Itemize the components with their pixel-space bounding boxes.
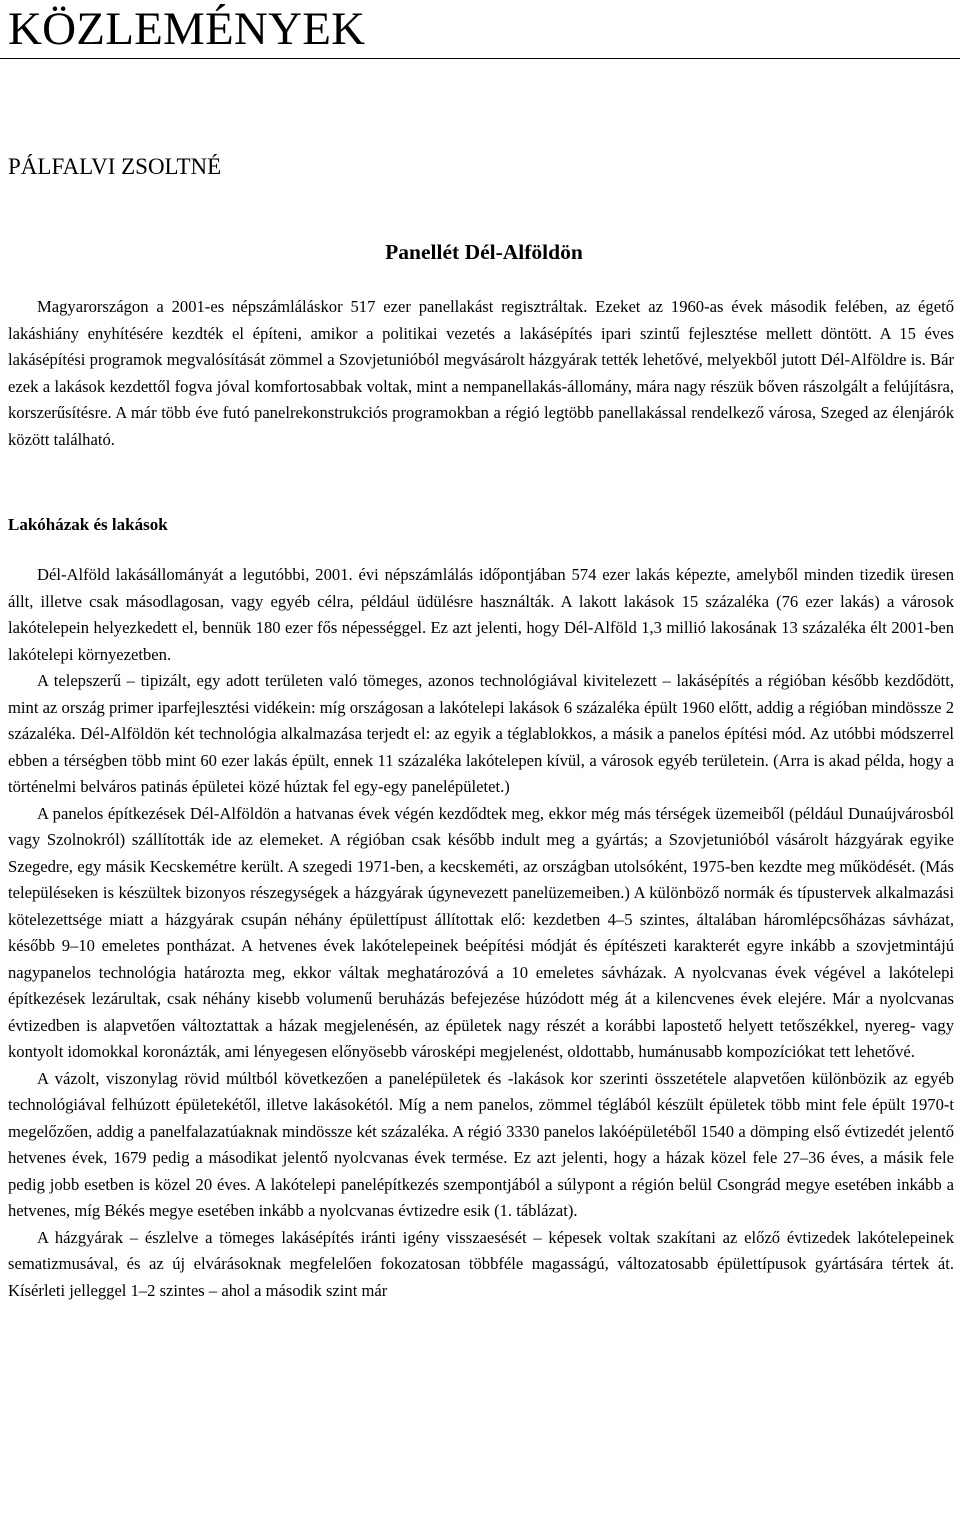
body-paragraph: A házgyárak – észlelve a tömeges lakásépítés iránti igény visszaesését – képesek voltak szakítani az előző évtizedek lakótelepeinek sematizmusával, és az új elvárásoknak megfelelően fokozatosan többféle magasságú, változatosabb épülettípusok gyártására tértek át. Kísérleti jelleggel 1–2 szintes – ahol a második szint már (8, 1227, 954, 1300)
intro-paragraph: Magyarországon a 2001-es népszámláláskor 517 ezer panellakást regisztráltak. Ezeket az 1960-as évek második felében, az égető lakáshiány enyhítésére kezdték el építeni, amikor a politikai vezetés a lakásépítés ipari szintű fejlesztése mellett döntött. A 15 éves lakásépítési programok megvalósítását zömmel a Szovjetunióból megvásárolt házgyárak tették lehetővé, melyekből jutott Dél-Alföldre is. Bár ezek a lakások kezdettől fogva jóval komfortosabbak voltak, mint a nempanellakás-állomány, mára nagy részük bőven rászolgált a felújításra, korszerűsítésre. A már több éve futó panelrekonstrukciós programokban a régió legtöbb panellakással rendelkező városa, Szeged az élenjárók között található. (8, 297, 954, 449)
body-paragraph: A vázolt, viszonylag rövid múltból következően a panelépületek és -lakások kor szerinti összetétele alapvetően különbözik az egyéb technológiával felhúzott épületekétől, illetve lakásokétól. Míg a nem panelos, zömmel téglából készült épületek több mint fele épült 1970-t megelőzően, addig a panelfalazatúaknak mindössze két százaléka. A régió 3330 panelos lakóépületéből 1540 a dömping első évtizedét jelentő hetvenes évek, 1679 pedig a másodikat jelentő nyolcvanas évek termése. Ez azt jelenti, hogy a házak közel fele 27–36 éves, a másik fele pedig jobb esetben is közel 20 éves. A lakótelepi panelépítkezés szempontjából a súlypont a régión belül Csongrád megye esetében inkább a hetvenes, míg Békés megye esetében inkább a nyolcvanas évtizedre esik (1. táblázat). (8, 1068, 954, 1220)
intro-block (8, 294, 954, 453)
body-paragraph: A telepszerű – tipizált, egy adott területen való tömeges, azonos technológiával kivitelezett – lakásépítés a régióban később kezdődött, mint az ország primer iparfejlesztési vidékein: míg országosan a lakótelepi lakások 6 százaléka épült 1960 előtt, addig a régióban mindössze 2 százaléka. Dél-Alföldön két technológia alkalmazása terjedt el: az egyik a téglablokkos, a másik a panelos építési mód. Az utóbbi módszerrel ebben a térségben több mint 60 ezer lakás épült, ennek 11 százaléka lakótelepen kívül, a városok egyéb területein. (Arra is akad példa, hogy a történelmi belváros patinás épületei közé húztak fel egy-egy panelépületet.) (8, 671, 954, 796)
body-paragraph: Dél-Alföld lakásállományát a legutóbbi, 2001. évi népszámlálás időpontjában 574 ezer lakás képezte, amelyből minden tizedik üresen állt, illetve csak másodlagosan, vagy egyéb célra, például üdülésre használták. A lakott lakások 15 százaléka (76 ezer lakás) a városok lakótelepein helyezkedett el, bennük 180 ezer fős népességgel. Ez azt jelenti, hogy Dél-Alföld 1,3 millió lakosának 13 százaléka élt 2001-ben lakótelepi környezetben. (8, 565, 954, 664)
body-paragraph: A panelos építkezések Dél-Alföldön a hatvanas évek végén kezdődtek meg, ekkor még más térségek üzemeiből (például Dunaújvárosból vagy Szolnokról) szállították ide az elemeket. A régióban csak később indult meg a gyártás; a Szovjetunióból vásárolt házgyárak egyike Szegedre, egy másik Kecskemétre került. A szegedi 1971-ben, a kecskeméti, az országban utolsóként, 1975-ben kezdte meg működését. (Más településeken is készültek bizonyos részegységek a házgyárak úgynevezett panelüzemeiben.) A különböző normák és típustervek alkalmazási kötelezettsége miatt a házgyárak csupán néhány épülettípust állítottak elő: kezdetben 4–5 szintes, általában háromlépcsőházas sávházat, később 9–10 emeletes pontházat. A hetvenes évek lakótelepeinek beépítési módját és építészeti karakterét egyre inkább a szovjetmintájú nagypanelos technológia határozta meg, ekkor váltak meghatározóvá a 10 emeletes sávházak. A nyolcvanas évek végével a lakótelepi építkezések lezárultak, csak néhány kisebb volumenű beruházás befejezése húzódott még át a kilencvenes évek elejére. Már a nyolcvanas évtizedben is alapvetően változtattak a házak megjelenésén, az épületek nagy részét a korábbi lapostető helyett tetőszékkel, nyereg- vagy kontyolt idomokkal koronázták, ami lényegesen előnyösebb városképi megjelenést, oldottabb, humánusabb kompozíciókat tett lehetővé. (8, 803, 954, 1061)
section-heading: KÖZLEMÉNYEK (8, 3, 366, 55)
subheading: Lakóházak és lakások (8, 515, 168, 534)
author-name: PÁLFALVI ZSOLTNÉ (8, 154, 222, 179)
heading-rule (0, 58, 960, 59)
article-title: Panellét Dél-Alföldön (385, 240, 583, 264)
body-text (8, 562, 954, 1517)
